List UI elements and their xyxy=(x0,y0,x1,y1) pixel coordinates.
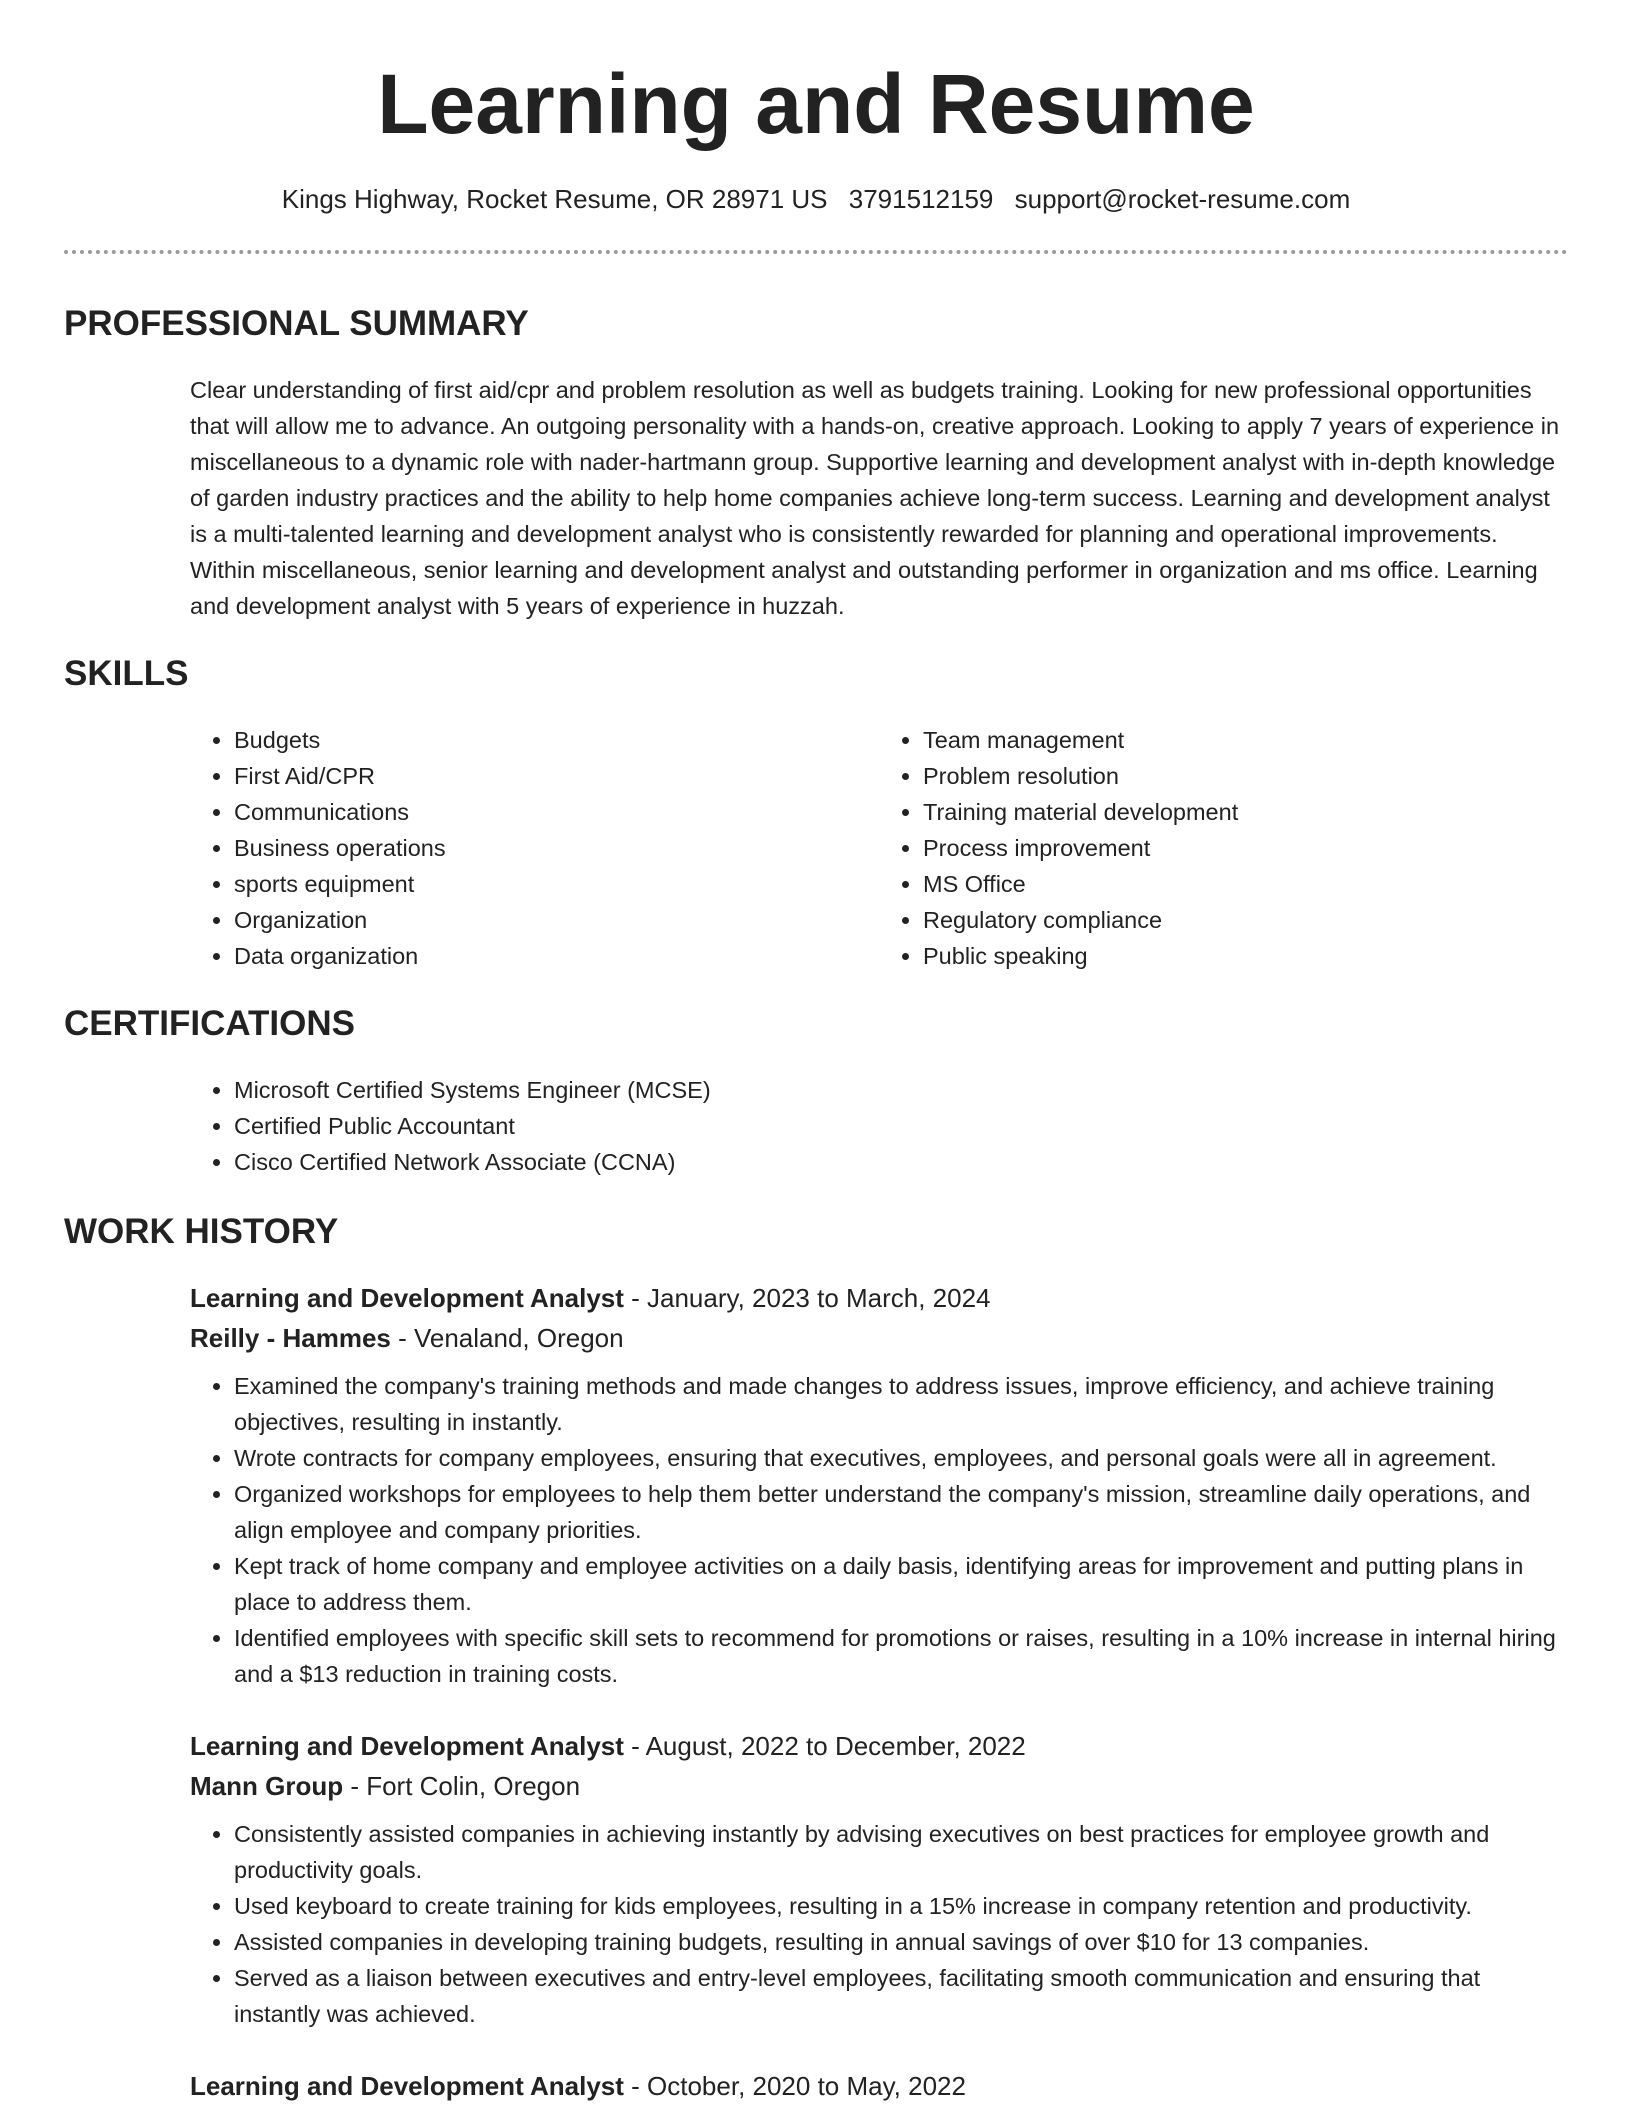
skills-columns xyxy=(190,722,1568,974)
job-location: - Fort Colin, Oregon xyxy=(343,1771,581,1801)
skill-item: • Organization xyxy=(234,902,879,938)
skill-item: • MS Office xyxy=(923,866,1568,902)
summary-text: Clear understanding of first aid/cpr and problem resolution as well as budgets training. Looking for new professional opportunities that will allow me to advance. An outgoing personality with a hands-on, creative approach. Looking to apply 7 years of experience in miscellaneous to a dynamic role with nader-hartmann group. Supportive learning and development analyst with in-depth knowledge of garden industry practices and the ability to help home companies achieve long-term success. Learning and development analyst is a multi-talented learning and development analyst who is consistently rewarded for planning and operational improvements. Within miscellaneous, senior learning and development analyst and outstanding performer in organization and ms office. Learning and development analyst with 5 years of experience in huzzah. xyxy=(190,377,1560,619)
job-role: Learning and Development Analyst xyxy=(190,2071,624,2101)
job-entry xyxy=(190,1726,1568,2032)
skill-item: • Public speaking xyxy=(923,938,1568,974)
skills-list-right xyxy=(879,722,1568,974)
certification-item: • Cisco Certified Network Associate (CCNA) xyxy=(234,1144,1568,1180)
skill-item: • Process improvement xyxy=(923,830,1568,866)
skill-item: • sports equipment xyxy=(234,866,879,902)
certification-item: • Microsoft Certified Systems Engineer (MCSE) xyxy=(234,1072,1568,1108)
job-company-line xyxy=(190,1766,1568,1806)
skill-item: • Regulatory compliance xyxy=(923,902,1568,938)
section-title-work-history: WORK HISTORY xyxy=(64,1212,339,1251)
job-role: Learning and Development Analyst xyxy=(190,1731,624,1761)
job-bullet: • Used keyboard to create training for kids employees, resulting in a 15% increase in company retention and productivity. xyxy=(234,1888,1568,1924)
job-dates: - January, 2023 to March, 2024 xyxy=(623,1283,991,1313)
job-title-line xyxy=(190,1278,1568,1318)
job-entry xyxy=(190,2066,1568,2106)
job-bullets xyxy=(190,1368,1568,1692)
candidate-name: Learning and Resume xyxy=(377,57,1255,151)
section-title-summary: PROFESSIONAL SUMMARY xyxy=(64,304,529,343)
job-bullet: • Organized workshops for employees to help them better understand the company's mission, streamline daily operations, and align employee and company priorities. xyxy=(234,1476,1568,1548)
contact-line xyxy=(64,184,1568,214)
job-company-line xyxy=(190,1318,1568,1358)
phone: 3791512159 xyxy=(848,184,994,214)
job-bullet: • Consistently assisted companies in achieving instantly by advising executives on best practices for employee growth and productivity goals. xyxy=(234,1816,1568,1888)
address: Kings Highway, Rocket Resume, OR 28971 US xyxy=(281,184,828,214)
skill-item: • Data organization xyxy=(234,938,879,974)
section-title-certifications: CERTIFICATIONS xyxy=(64,1004,356,1043)
job-company: Mann Group xyxy=(190,1771,344,1801)
job-bullet: • Assisted companies in developing training budgets, resulting in annual savings of over $10 for 13 companies. xyxy=(234,1924,1568,1960)
skill-item: • Team management xyxy=(923,722,1568,758)
skill-item: • Problem resolution xyxy=(923,758,1568,794)
job-location: - Venaland, Oregon xyxy=(390,1323,624,1353)
job-bullet: • Kept track of home company and employee activities on a daily basis, identifying areas for improvement and putting plans in place to address them. xyxy=(234,1548,1568,1620)
job-dates: - October, 2020 to May, 2022 xyxy=(623,2071,966,2101)
job-company: Reilly - Hammes xyxy=(190,1323,391,1353)
skill-item: • Training material development xyxy=(923,794,1568,830)
skill-item: • Budgets xyxy=(234,722,879,758)
job-title-line xyxy=(190,2066,1568,2106)
job-bullets xyxy=(190,1816,1568,2032)
skills-list-left xyxy=(190,722,879,974)
header-divider xyxy=(64,250,1568,254)
skill-item: • First Aid/CPR xyxy=(234,758,879,794)
job-dates: - August, 2022 to December, 2022 xyxy=(623,1731,1026,1761)
skill-item: • Business operations xyxy=(234,830,879,866)
job-bullet: • Examined the company's training methods and made changes to address issues, improve efficiency, and achieve training objectives, resulting in instantly. xyxy=(234,1368,1568,1440)
job-bullet: • Wrote contracts for company employees, ensuring that executives, employees, and personal goals were all in agreement. xyxy=(234,1440,1568,1476)
section-title-skills: SKILLS xyxy=(64,654,189,693)
job-entry xyxy=(190,1278,1568,1692)
job-bullet: • Served as a liaison between executives and entry-level employees, facilitating smooth communication and ensuring that instantly was achieved. xyxy=(234,1960,1568,2032)
certifications-list xyxy=(190,1072,1568,1180)
skill-item: • Communications xyxy=(234,794,879,830)
certification-item: • Certified Public Accountant xyxy=(234,1108,1568,1144)
job-role: Learning and Development Analyst xyxy=(190,1283,624,1313)
job-title-line xyxy=(190,1726,1568,1766)
job-bullet: • Identified employees with specific skill sets to recommend for promotions or raises, resulting in a 10% increase in internal hiring and a $13 reduction in training costs. xyxy=(234,1620,1568,1692)
email: support@rocket-resume.com xyxy=(1014,184,1351,214)
